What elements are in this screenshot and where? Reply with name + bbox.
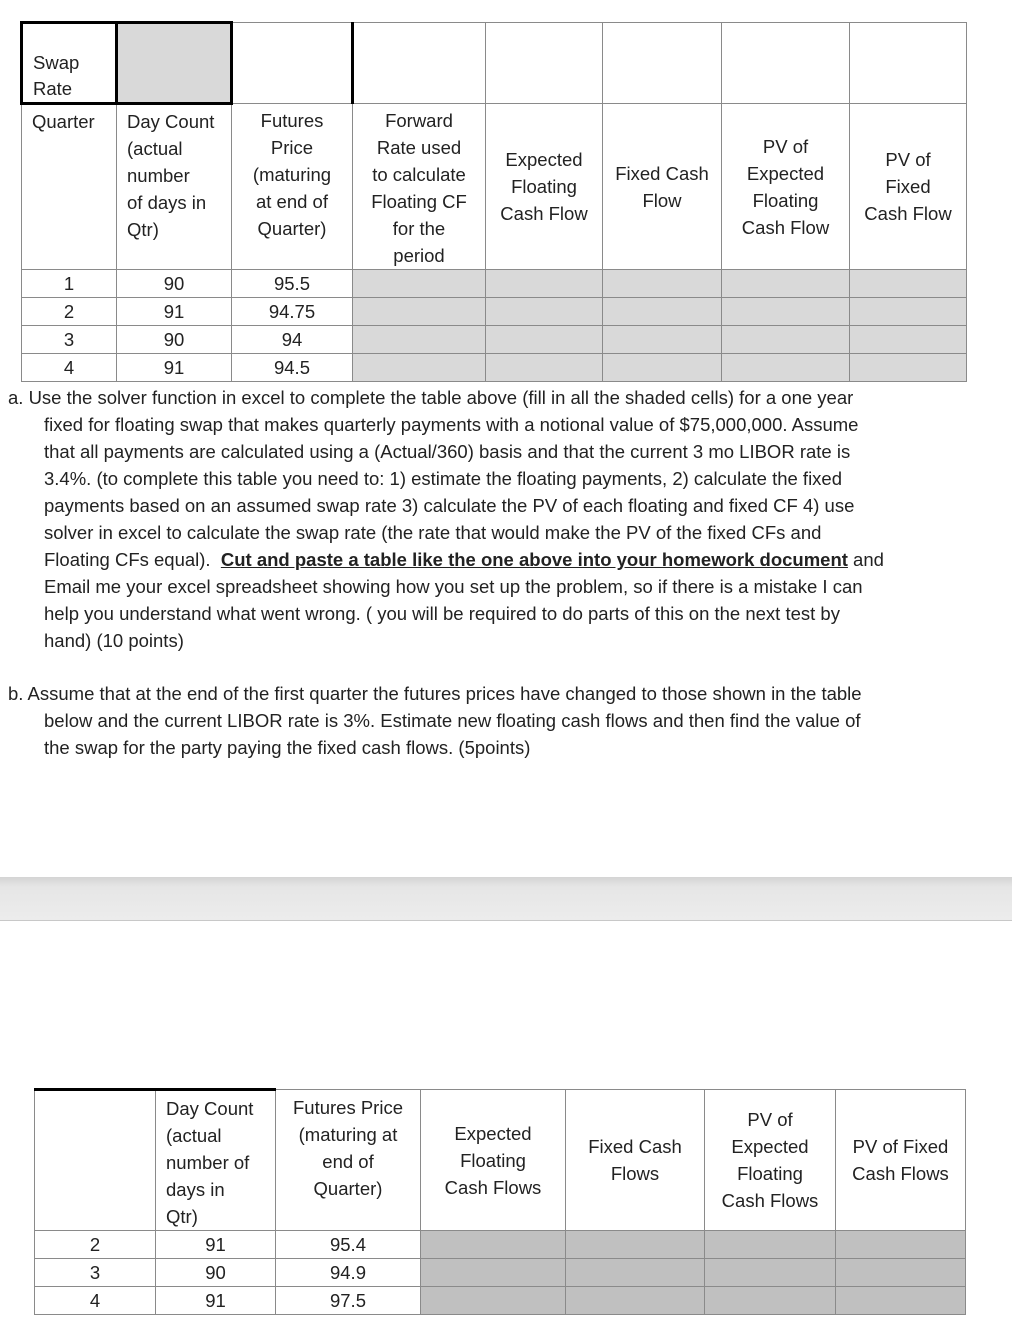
days-cell: 91 bbox=[156, 1287, 276, 1315]
price-cell: 94.75 bbox=[232, 298, 353, 326]
header-quarter: Quarter bbox=[22, 104, 117, 270]
pv-fixed-input-cell[interactable] bbox=[850, 326, 967, 354]
header-expected-floating-cf: Expected Floating Cash Flow bbox=[486, 104, 603, 270]
pv-fixed-input-cell[interactable] bbox=[850, 298, 967, 326]
part-a-line: solver in excel to calculate the swap rate (the rate that would make the PV of the fixed CFs and bbox=[44, 522, 822, 543]
table1-top-empty-cell bbox=[486, 23, 603, 104]
days-cell: 90 bbox=[117, 326, 232, 354]
part-a-line: payments based on an assumed swap rate 3) calculate the PV of each floating and fixed CF 4) use bbox=[44, 495, 855, 516]
quarter-cell: 2 bbox=[35, 1231, 156, 1259]
fixed-cf-input-cell[interactable] bbox=[566, 1287, 705, 1315]
part-a-line: help you understand what went wrong. ( you will be required to do parts of this on the next test by bbox=[44, 603, 840, 624]
pv-floating-input-cell[interactable] bbox=[705, 1287, 836, 1315]
expected-floating-input-cell[interactable] bbox=[486, 298, 603, 326]
table-row bbox=[35, 1231, 966, 1259]
expected-floating-input-cell[interactable] bbox=[421, 1259, 566, 1287]
fixed-cf-input-cell[interactable] bbox=[566, 1259, 705, 1287]
header-fixed-cf: Fixed Cash Flows bbox=[566, 1090, 705, 1231]
expected-floating-input-cell[interactable] bbox=[486, 326, 603, 354]
table-row bbox=[35, 1259, 966, 1287]
page-break-divider bbox=[0, 877, 1012, 921]
table1-top-empty-cell bbox=[850, 23, 967, 104]
pv-floating-input-cell[interactable] bbox=[722, 326, 850, 354]
part-a-text: and bbox=[847, 549, 884, 570]
part-a-line: hand) (10 points) bbox=[44, 630, 184, 651]
part-a-line: that all payments are calculated using a (Actual/360) basis and that the current 3 mo LIBOR rate is bbox=[44, 441, 851, 462]
days-cell: 91 bbox=[156, 1231, 276, 1259]
pv-floating-input-cell[interactable] bbox=[705, 1231, 836, 1259]
pv-fixed-input-cell[interactable] bbox=[836, 1259, 966, 1287]
table1-top-empty-cell bbox=[722, 23, 850, 104]
part-a-line: fixed for floating swap that makes quarterly payments with a notional value of $75,000,000. Assume bbox=[44, 414, 859, 435]
header-pv-expected-floating: PV of Expected Floating Cash Flows bbox=[705, 1090, 836, 1231]
quarter-cell: 3 bbox=[35, 1259, 156, 1287]
expected-floating-input-cell[interactable] bbox=[486, 354, 603, 382]
pv-fixed-input-cell[interactable] bbox=[850, 270, 967, 298]
header-quarter-blank bbox=[35, 1090, 156, 1231]
expected-floating-input-cell[interactable] bbox=[421, 1287, 566, 1315]
fixed-cf-input-cell[interactable] bbox=[603, 298, 722, 326]
table-row bbox=[22, 270, 967, 298]
days-cell: 91 bbox=[117, 354, 232, 382]
days-cell: 91 bbox=[117, 298, 232, 326]
price-cell: 94.9 bbox=[276, 1259, 421, 1287]
days-cell: 90 bbox=[117, 270, 232, 298]
forward-rate-input-cell[interactable] bbox=[353, 298, 486, 326]
forward-rate-input-cell[interactable] bbox=[353, 354, 486, 382]
swap-rate-input-cell[interactable] bbox=[117, 23, 232, 104]
fixed-cf-input-cell[interactable] bbox=[603, 270, 722, 298]
part-a-line bbox=[8, 546, 998, 573]
part-a-text: Floating CFs equal). bbox=[44, 549, 221, 570]
header-day-count: Day Count (actual number of days in Qtr) bbox=[117, 104, 232, 270]
table-row bbox=[22, 298, 967, 326]
price-cell: 97.5 bbox=[276, 1287, 421, 1315]
pv-floating-input-cell[interactable] bbox=[705, 1259, 836, 1287]
price-cell: 94.5 bbox=[232, 354, 353, 382]
header-forward-rate: Forward Rate used to calculate Floating CF for the period bbox=[353, 104, 486, 270]
expected-floating-input-cell[interactable] bbox=[486, 270, 603, 298]
table-row bbox=[22, 326, 967, 354]
swap-rate-label-cell bbox=[22, 23, 117, 104]
header-futures-price: Futures Price (maturing at end of Quarter) bbox=[276, 1090, 421, 1231]
fixed-cf-input-cell[interactable] bbox=[603, 326, 722, 354]
part-b-line: b. Assume that at the end of the first quarter the futures prices have changed to those shown in the table bbox=[8, 683, 862, 704]
part-a-question bbox=[8, 384, 998, 654]
quarter-cell: 2 bbox=[22, 298, 117, 326]
days-cell: 90 bbox=[156, 1259, 276, 1287]
table1-top-empty-cell bbox=[353, 23, 486, 104]
quarter-cell: 3 bbox=[22, 326, 117, 354]
header-pv-fixed: PV of Fixed Cash Flows bbox=[836, 1090, 966, 1231]
header-day-count: Day Count (actual number of days in Qtr) bbox=[156, 1090, 276, 1231]
header-fixed-cf: Fixed Cash Flow bbox=[603, 104, 722, 270]
part-a-line: 3.4%. (to complete this table you need to: 1) estimate the floating payments, 2) calculate the fixed bbox=[44, 468, 843, 489]
header-futures-price: Futures Price (maturing at end of Quarter) bbox=[232, 104, 353, 270]
fixed-cf-input-cell[interactable] bbox=[603, 354, 722, 382]
header-expected-floating-cf: Expected Floating Cash Flows bbox=[421, 1090, 566, 1231]
header-pv-expected-floating: PV of Expected Floating Cash Flow bbox=[722, 104, 850, 270]
price-cell: 95.4 bbox=[276, 1231, 421, 1259]
expected-floating-input-cell[interactable] bbox=[421, 1231, 566, 1259]
pv-floating-input-cell[interactable] bbox=[722, 270, 850, 298]
pv-fixed-input-cell[interactable] bbox=[836, 1287, 966, 1315]
header-pv-fixed: PV of Fixed Cash Flow bbox=[850, 104, 967, 270]
pv-fixed-input-cell[interactable] bbox=[836, 1231, 966, 1259]
quarter-cell: 1 bbox=[22, 270, 117, 298]
table1-top-empty-cell bbox=[232, 23, 353, 104]
forward-rate-input-cell[interactable] bbox=[353, 270, 486, 298]
quarter-cell: 4 bbox=[35, 1287, 156, 1315]
swap-rate-label: Swap Rate bbox=[33, 52, 80, 99]
part-b-line: below and the current LIBOR rate is 3%. Estimate new floating cash flows and then find the value of bbox=[44, 710, 861, 731]
table1-top-empty-cell bbox=[603, 23, 722, 104]
price-cell: 94 bbox=[232, 326, 353, 354]
forward-rate-input-cell[interactable] bbox=[353, 326, 486, 354]
part-a-line: Email me your excel spreadsheet showing how you set up the problem, so if there is a mistake I can bbox=[44, 576, 863, 597]
swap-table-1 bbox=[20, 21, 967, 382]
part-b-line: the swap for the party paying the fixed cash flows. (5points) bbox=[44, 737, 531, 758]
part-b-question bbox=[8, 680, 998, 761]
swap-table-2 bbox=[34, 1088, 966, 1315]
fixed-cf-input-cell[interactable] bbox=[566, 1231, 705, 1259]
pv-fixed-input-cell[interactable] bbox=[850, 354, 967, 382]
part-a-line: a. Use the solver function in excel to complete the table above (fill in all the shaded cells) for a one year bbox=[8, 387, 854, 408]
price-cell: 95.5 bbox=[232, 270, 353, 298]
table-row bbox=[35, 1287, 966, 1315]
instruction-emphasis: Cut and paste a table like the one above into your homework document bbox=[220, 549, 848, 570]
quarter-cell: 4 bbox=[22, 354, 117, 382]
pv-floating-input-cell[interactable] bbox=[722, 354, 850, 382]
table-row bbox=[22, 354, 967, 382]
pv-floating-input-cell[interactable] bbox=[722, 298, 850, 326]
